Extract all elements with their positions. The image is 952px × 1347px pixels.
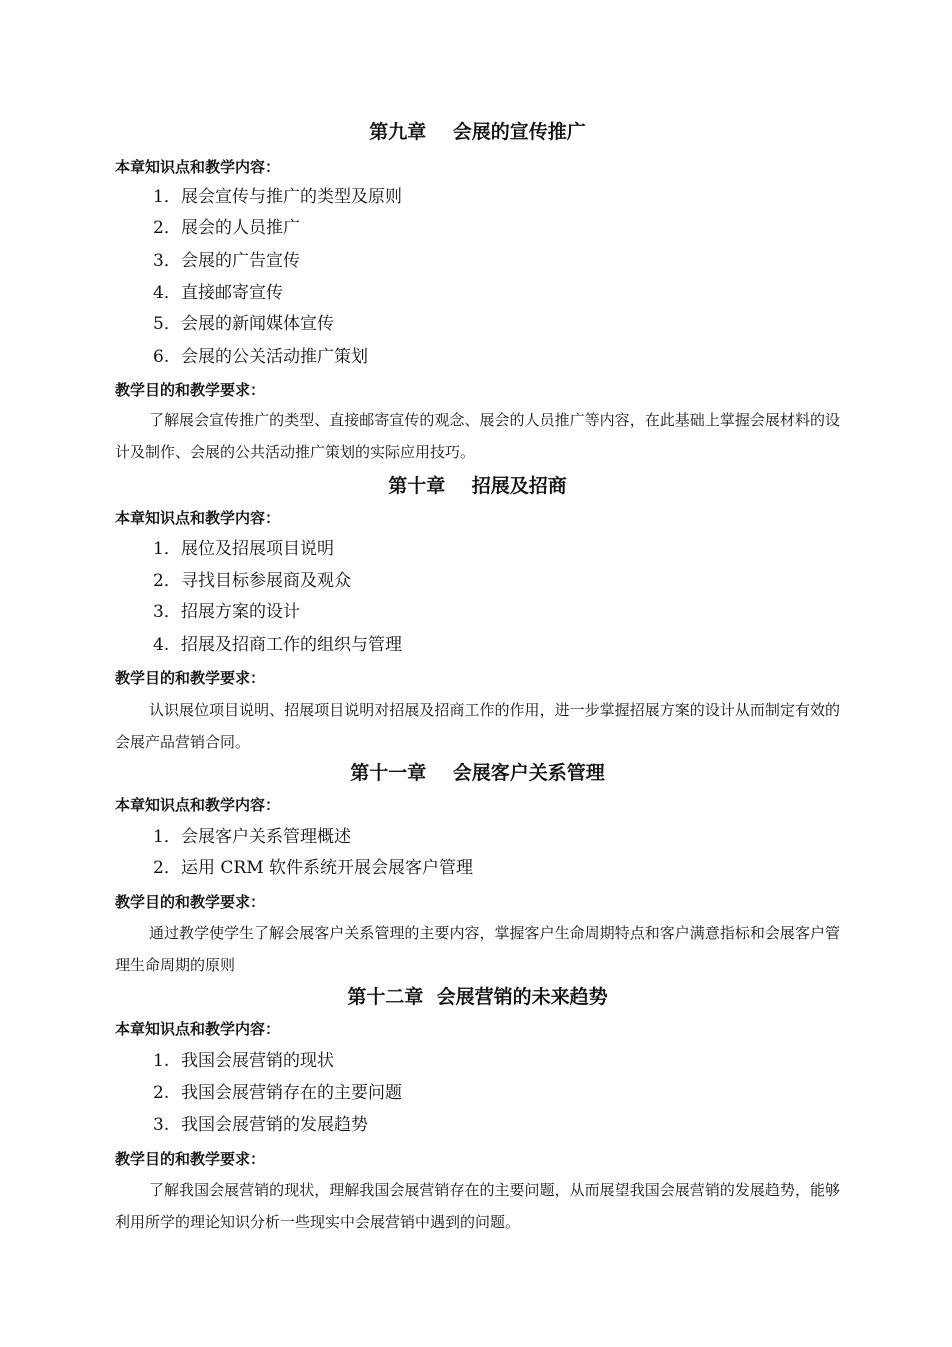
- item-number: 1．: [153, 539, 181, 559]
- item-number: 1．: [153, 827, 181, 847]
- chapter-11-item-2: [153, 857, 473, 879]
- item-number: 6.: [153, 347, 170, 367]
- item-number: 5．: [153, 314, 181, 334]
- item-number: 2．: [153, 571, 181, 591]
- chapter-9-title: 第九章 会展的宣传推广: [369, 121, 586, 143]
- item-number: 3.: [153, 1115, 170, 1135]
- chapter-10-item-3: [153, 601, 300, 623]
- item-number: 1．: [153, 187, 181, 207]
- chapter-10-title: 第十章 招展及招商: [388, 475, 567, 497]
- item-number: 2．: [153, 858, 181, 878]
- item-number: 3．: [153, 602, 181, 622]
- item-number: 4.: [153, 635, 170, 655]
- item-text: 会展的广告宣传: [181, 251, 300, 271]
- item-text: 运用 CRM 软件系统开展会展客户管理: [181, 858, 474, 878]
- chapter-12-knowledge-label: 本章知识点和教学内容：: [115, 1020, 281, 1038]
- chapter-10-item-4: [153, 634, 402, 656]
- chapter-9-goal-text: 了解展会宣传推广的类型、直接邮寄宣传的观念、展会的人员推广等内容，在此基础上掌握会展材料的设计及制作、会展的公共活动推广策划的实际应用技巧。: [115, 411, 840, 461]
- chapter-12-item-1: [153, 1050, 334, 1072]
- item-text: 展会宣传与推广的类型及原则: [181, 187, 402, 207]
- chapter-11-item-1: [153, 826, 351, 848]
- item-text: 展位及招展项目说明: [181, 539, 334, 559]
- item-text: 招展方案的设计: [181, 602, 300, 622]
- chapter-10-goal-label: 教学目的和教学要求：: [115, 669, 266, 687]
- chapter-12-item-2: [153, 1082, 402, 1104]
- chapter-12-item-3: [153, 1114, 368, 1136]
- chapter-9-item-4: [153, 282, 283, 304]
- item-number: 4．: [153, 283, 181, 303]
- chapter-12-goal-label: 教学目的和教学要求：: [115, 1150, 266, 1168]
- chapter-9-item-5: [153, 313, 334, 335]
- item-number: 1.: [153, 1051, 170, 1071]
- chapter-11-knowledge-label: 本章知识点和教学内容：: [115, 796, 281, 814]
- chapter-9-knowledge-label: 本章知识点和教学内容：: [115, 158, 281, 176]
- chapter-9-item-6: [153, 346, 368, 368]
- item-text: 招展及招商工作的组织与管理: [181, 635, 402, 655]
- chapter-10-goal-text: 认识展位项目说明、招展项目说明对招展及招商工作的作用，进一步掌握招展方案的设计从而制定有效的会展产品营销合同。: [115, 701, 840, 751]
- chapter-9-item-3: [153, 250, 300, 272]
- item-text: 我国会展营销的发展趋势: [181, 1115, 368, 1135]
- chapter-11-goal-text: 通过教学使学生了解会展客户关系管理的主要内容，掌握客户生命周期特点和客户满意指标和会展客户管理生命周期的原则: [115, 924, 840, 974]
- item-text: 直接邮寄宣传: [181, 283, 283, 303]
- chapter-10-item-2: [153, 570, 351, 592]
- chapter-10-knowledge-label: 本章知识点和教学内容：: [115, 509, 281, 527]
- item-number: 2．: [153, 218, 181, 238]
- item-text: 我国会展营销存在的主要问题: [181, 1083, 402, 1103]
- item-text: 会展的公关活动推广策划: [181, 347, 368, 367]
- item-text: 会展的新闻媒体宣传: [181, 314, 334, 334]
- item-text: 寻找目标参展商及观众: [181, 571, 351, 591]
- item-text: 我国会展营销的现状: [181, 1051, 334, 1071]
- chapter-12-title: 第十二章 会展营销的未来趋势: [347, 986, 608, 1008]
- item-text: 展会的人员推广: [181, 218, 300, 238]
- chapter-9-goal-label: 教学目的和教学要求：: [115, 381, 266, 399]
- chapter-11-title: 第十一章 会展客户关系管理: [350, 762, 605, 784]
- chapter-11-goal-label: 教学目的和教学要求：: [115, 893, 266, 911]
- chapter-9-item-2: [153, 217, 300, 239]
- chapter-9-item-1: [153, 186, 402, 208]
- item-number: 3．: [153, 251, 181, 271]
- chapter-10-item-1: [153, 538, 334, 560]
- chapter-12-goal-text: 了解我国会展营销的现状，理解我国会展营销存在的主要问题，从而展望我国会展营销的发展趋势，能够利用所学的理论知识分析一些现实中会展营销中遇到的问题。: [115, 1181, 840, 1231]
- item-number: 2.: [153, 1083, 170, 1103]
- item-text: 会展客户关系管理概述: [181, 827, 351, 847]
